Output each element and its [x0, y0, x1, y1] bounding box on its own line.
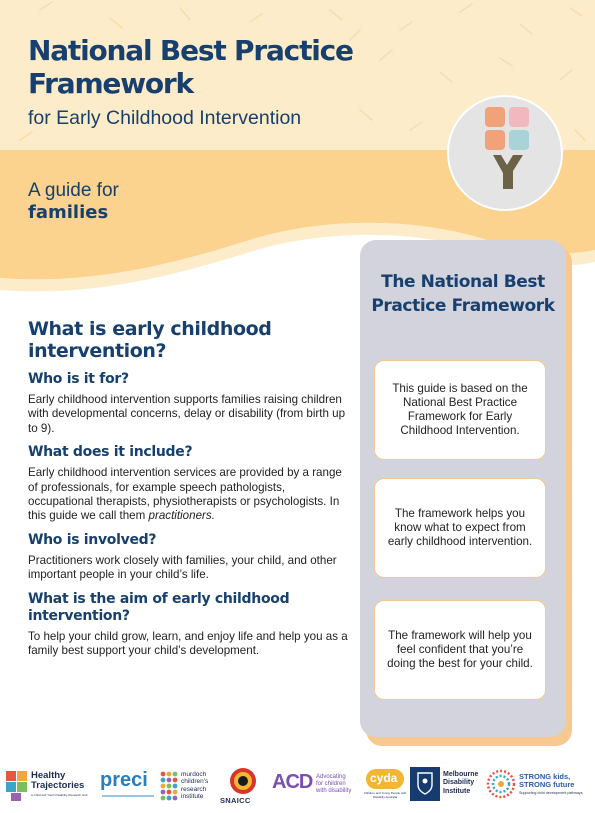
university-crest-icon	[410, 767, 440, 801]
section-heading: What is early childhood intervention?	[28, 318, 272, 362]
puzzle-icon	[6, 771, 28, 801]
healthy-trajectories-logo	[6, 765, 98, 805]
framework-logo	[447, 95, 563, 211]
ht-line2: Trajectories	[31, 780, 85, 791]
acd-tagline	[316, 774, 351, 795]
murdoch-line3: research	[181, 785, 207, 793]
preci-logo	[100, 765, 156, 805]
page-subtitle: for Early Childhood Intervention	[28, 107, 302, 129]
ht-line1: Healthy	[31, 770, 66, 781]
strong-kids-tagline: Supporting child development pathways	[519, 791, 583, 795]
tree-blocks-icon	[449, 97, 565, 213]
melbourne-line3: Institute	[443, 787, 471, 795]
guide-audience: families	[28, 202, 109, 223]
who-is-involved-heading: Who is involved?	[28, 531, 157, 548]
melbourne-logo	[410, 765, 484, 805]
cyda-name: cyda	[370, 771, 398, 785]
panel-title: The National Best Practice Framework	[371, 272, 555, 316]
partner-logos	[0, 765, 595, 805]
preci-underline	[102, 795, 154, 797]
crest-shield-icon	[410, 767, 440, 801]
framework-card-3: The framework will help you feel confident that you’re doing the best for your child.	[374, 600, 546, 700]
what-does-it-include-heading: What does it include?	[28, 444, 193, 461]
acd-tagline-2: for children	[316, 781, 346, 787]
preci-name: preci	[100, 769, 148, 791]
dots-grid-icon	[160, 771, 178, 801]
acd-name: ACD	[272, 771, 313, 793]
guide-label: A guide for	[28, 180, 119, 201]
page-title: National Best Practice Framework	[28, 34, 353, 100]
dot-ring-icon	[486, 769, 516, 799]
ht-tagline: A Child and Youth Disability Research Hub	[31, 793, 88, 797]
who-is-involved-text: Practitioners work closely with families, your child, and other important people in your child’s life.	[28, 553, 337, 582]
melbourne-line2: Disability	[443, 779, 475, 787]
cyda-logo	[362, 765, 408, 805]
acd-tagline-3: with disability	[316, 788, 352, 794]
framework-card-1: This guide is based on the National Best Practice Framework for Early Childhood Intervention.	[374, 360, 546, 460]
melbourne-text	[443, 771, 478, 796]
acd-logo	[272, 765, 360, 805]
snaicc-name: SNAICC	[220, 796, 251, 805]
snaicc-logo	[218, 765, 268, 805]
acd-tagline-1: Advocating	[316, 774, 346, 780]
murdoch-text	[181, 771, 208, 801]
include-text-body: Early childhood intervention services are provided by a range of professionals, for example speech pathologists, occupational therapists, physiotherapists or psychologists. In this guide we call them	[28, 466, 342, 523]
include-text-emphasis: practitioners.	[148, 509, 215, 523]
aim-heading: What is the aim of early childhood intervention?	[28, 590, 290, 624]
murdoch-line4: institute	[181, 793, 204, 801]
murdoch-line1: murdoch	[181, 771, 207, 778]
strong-kids-logo	[486, 765, 590, 805]
framework-card-2: The framework helps you know what to expect from early childhood intervention.	[374, 478, 546, 578]
who-is-it-for-heading: Who is it for?	[28, 371, 129, 387]
strong-kids-line2: STRONG future	[519, 780, 575, 789]
aim-text: To help your child grow, learn, and enjoy life and help you as a family best support your child’s development.	[28, 629, 348, 658]
who-is-it-for-text: Early childhood intervention supports families raising children with developmental concerns, delay or disability (from birth up to 9).	[28, 393, 346, 435]
melbourne-line1: Melbourne	[443, 771, 479, 778]
murdoch-line2: children's	[181, 778, 209, 786]
what-does-it-include-text	[28, 466, 348, 524]
murdoch-logo	[160, 765, 216, 805]
strong-kids-line1: STRONG kids,	[519, 772, 571, 781]
cyda-tagline: Children and Young People with Disability Australia	[363, 791, 407, 799]
main-content	[28, 318, 348, 666]
sun-emblem-icon	[221, 765, 265, 795]
